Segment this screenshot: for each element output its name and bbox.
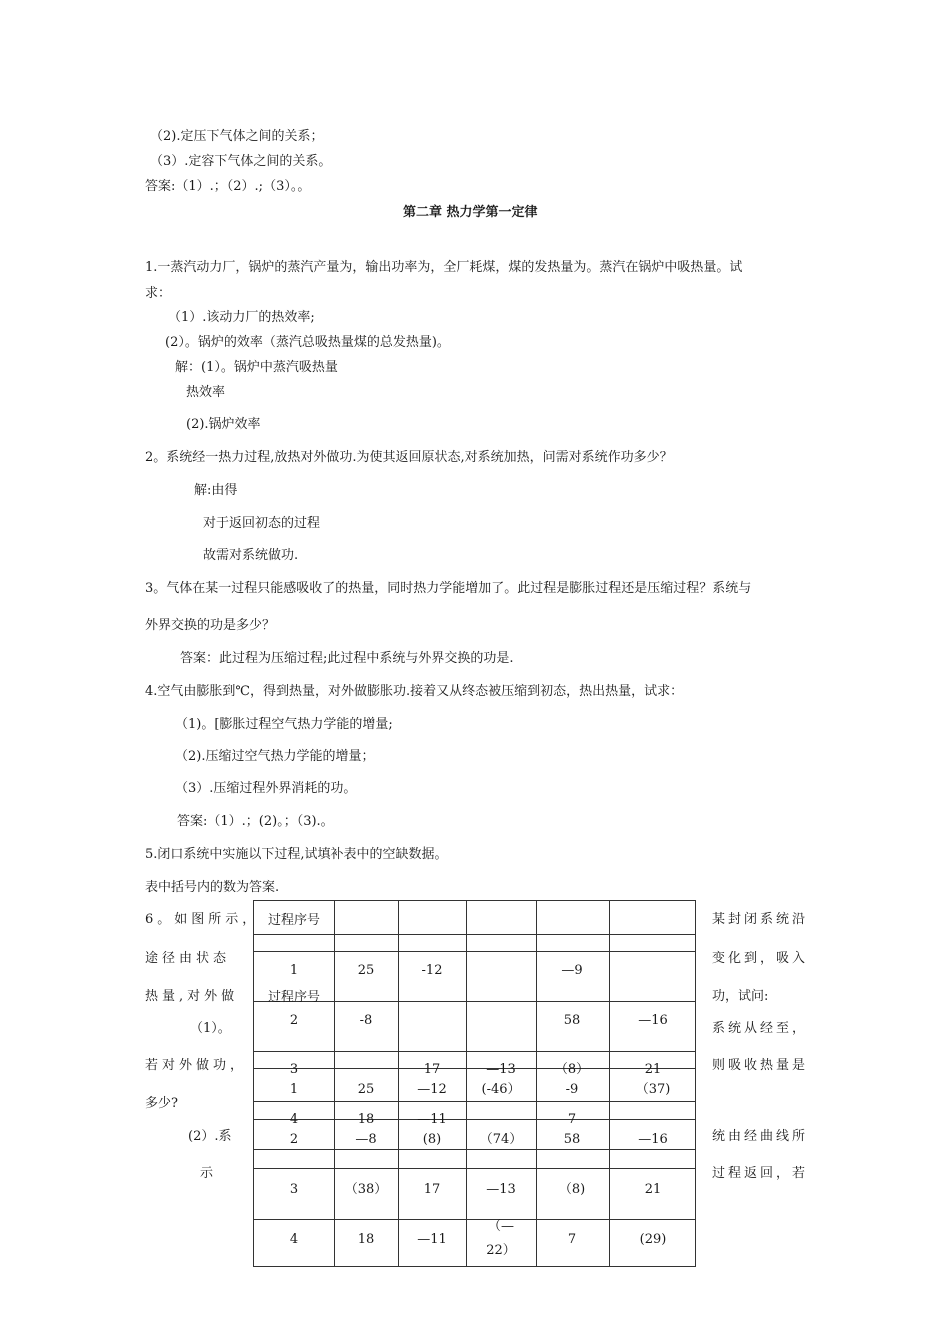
table-hline	[254, 951, 695, 952]
row-2-c1: —8	[355, 1132, 377, 1147]
ghost-row-3-num: 3	[289, 1062, 299, 1077]
q6-left-7: (2）.系	[188, 1129, 232, 1144]
table-vline	[466, 901, 467, 1266]
row-1-num: 1	[289, 1082, 299, 1097]
q1-item-1: （1）.该动力厂的热效率;	[168, 310, 315, 325]
table-vline	[609, 901, 610, 1266]
intro-line-2: （3）.定容下气体之间的关系。	[150, 154, 332, 169]
ghost-row-1-c1: 25	[357, 963, 375, 978]
row-4-num: 4	[289, 1232, 299, 1247]
q6-right-4: 系统从经至，	[712, 1021, 809, 1036]
q6-left-6: 多少?	[145, 1096, 178, 1111]
row-4-c4: 7	[567, 1232, 577, 1247]
table-vline	[536, 901, 537, 1266]
q2-text: 2。系统经一热力过程,放热对外做功.为使其返回原状态,对系统加热，问需对系统作功多少？	[145, 450, 673, 465]
intro-answer: 答案:（1）.；（2）.;（3）。。	[145, 179, 311, 194]
process-table	[253, 900, 696, 1267]
row-3-c1: （38）	[344, 1182, 388, 1197]
q6-right-1: 某封闭系统沿	[712, 912, 809, 927]
q1-solution-1: 解：(1）。锅炉中蒸汽吸热量	[175, 360, 338, 375]
ghost-row-3-c3: —13	[486, 1062, 516, 1077]
q2-solution-3: 故需对系统做功.	[203, 548, 299, 563]
row-4-c3-top: （—	[487, 1219, 515, 1234]
ghost-row-2-c1: -8	[359, 1013, 373, 1028]
row-2-num: 2	[289, 1132, 299, 1147]
intro-line-1: （2).定压下气体之间的关系；	[150, 129, 324, 144]
ghost-row-3-c4: （8）	[554, 1062, 590, 1077]
table-hline	[254, 1001, 695, 1002]
row-1-c1: 25	[357, 1082, 375, 1097]
table-hline	[254, 1051, 695, 1052]
table-hline	[254, 1168, 695, 1169]
q6-left-1: 6。如图所示，	[145, 912, 260, 927]
ghost-row-2-num: 2	[289, 1013, 299, 1028]
row-4-c1: 18	[357, 1232, 375, 1247]
row-3-c2: 17	[423, 1182, 441, 1197]
q5-text: 5.闭口系统中实施以下过程,试填补表中的空缺数据。	[145, 847, 448, 862]
row-1-c5: （37)	[635, 1082, 671, 1097]
row-4-c2: —11	[417, 1232, 447, 1247]
table-vline	[398, 901, 399, 1266]
row-2-c3: （74）	[479, 1132, 523, 1147]
q6-right-6: 统由经曲线所	[712, 1129, 809, 1144]
q4-answer: 答案:（1）.；(2)。；（3).。	[177, 814, 334, 829]
q4-item-2: （2).压缩过空气热力学能的增量；	[175, 749, 375, 764]
q1-line-2: 求：	[145, 286, 172, 301]
q6-right-5: 则吸收热量是	[712, 1058, 809, 1073]
q3-answer: 答案：此过程为压缩过程;此过程中系统与外界交换的功是.	[180, 651, 514, 666]
ghost-row-4-c2: —11	[417, 1112, 447, 1127]
row-3-c4: （8)	[558, 1182, 586, 1197]
q4-item-1: （1)。[膨胀过程空气热力学能的增量;	[175, 717, 393, 732]
q3-line-1: 3。气体在某一过程只能感吸收了的热量，同时热力学能增加了。此过程是膨胀过程还是压缩过程？系统与	[145, 581, 752, 596]
row-3-c5: 21	[644, 1182, 662, 1197]
q2-solution-1: 解:由得	[194, 483, 238, 498]
table-header-process-overlap: 过程序号	[267, 990, 321, 1005]
ghost-row-4-num: 4	[289, 1112, 299, 1127]
table-hline	[254, 934, 695, 935]
q6-left-8: 示	[200, 1166, 214, 1181]
q5-note: 表中括号内的数为答案.	[145, 880, 280, 895]
row-1-c4: -9	[565, 1082, 579, 1097]
q4-item-3: （3）.压缩过程外界消耗的功。	[175, 781, 357, 796]
table-hline	[254, 1101, 695, 1102]
q1-line-1: 1.一蒸汽动力厂，锅炉的蒸汽产量为，输出功率为，全厂耗煤，煤的发热量为。蒸汽在锅炉中吸热量。试	[145, 260, 743, 275]
ghost-row-1-num: 1	[289, 963, 299, 978]
table-hline	[254, 1068, 695, 1069]
table-hline	[254, 1219, 695, 1220]
row-2-c5: —16	[638, 1132, 668, 1147]
table-hline	[254, 1149, 695, 1150]
q1-solution-3: (2).锅炉效率	[186, 417, 261, 432]
ghost-row-3-c2: 17	[423, 1062, 441, 1077]
q4-text: 4.空气由膨胀到℃，得到热量，对外做膨胀功.接着又从终态被压缩到初态，热出热量，试求：	[145, 684, 684, 699]
q6-left-5: 若对外做功，	[145, 1058, 248, 1073]
row-3-c3: —13	[486, 1182, 516, 1197]
table-hline	[254, 1119, 695, 1120]
row-1-c3: (-46）	[481, 1082, 521, 1097]
row-2-c4: 58	[563, 1132, 581, 1147]
table-vline	[334, 901, 335, 1266]
q6-left-4: （1）。	[190, 1021, 231, 1036]
q6-right-2: 变化到，吸入	[712, 951, 809, 966]
row-2-c2: (8)	[422, 1132, 442, 1147]
row-4-c5: (29)	[639, 1232, 667, 1247]
ghost-row-4-c1: 18	[357, 1112, 375, 1127]
q6-right-7: 过程返回，若	[712, 1166, 809, 1181]
q6-left-3: 热量,对外做	[145, 989, 239, 1004]
row-4-c3-bottom: 22）	[486, 1243, 516, 1258]
chapter-title: 第二章 热力学第一定律	[403, 205, 538, 220]
ghost-row-2-c4: 58	[563, 1013, 581, 1028]
q1-solution-2: 热效率	[186, 385, 226, 400]
q6-left-2: 途径由状态	[145, 951, 231, 966]
q1-item-2: (2）。锅炉的效率（蒸汽总吸热量煤的总发热量)。	[165, 335, 450, 350]
table-header-process: 过程序号	[267, 913, 321, 928]
q2-solution-2: 对于返回初态的过程	[203, 516, 321, 531]
ghost-row-2-c5: —16	[638, 1013, 668, 1028]
ghost-row-1-c2: -12	[421, 963, 443, 978]
ghost-row-3-c5: 21	[644, 1062, 662, 1077]
ghost-row-4-c4: 7	[567, 1112, 577, 1127]
row-3-num: 3	[289, 1182, 299, 1197]
q3-line-2: 外界交换的功是多少？	[145, 618, 276, 633]
row-1-c2: —12	[417, 1082, 447, 1097]
ghost-row-1-c4: —9	[561, 963, 583, 978]
q6-right-3: 功，试问:	[712, 989, 769, 1004]
